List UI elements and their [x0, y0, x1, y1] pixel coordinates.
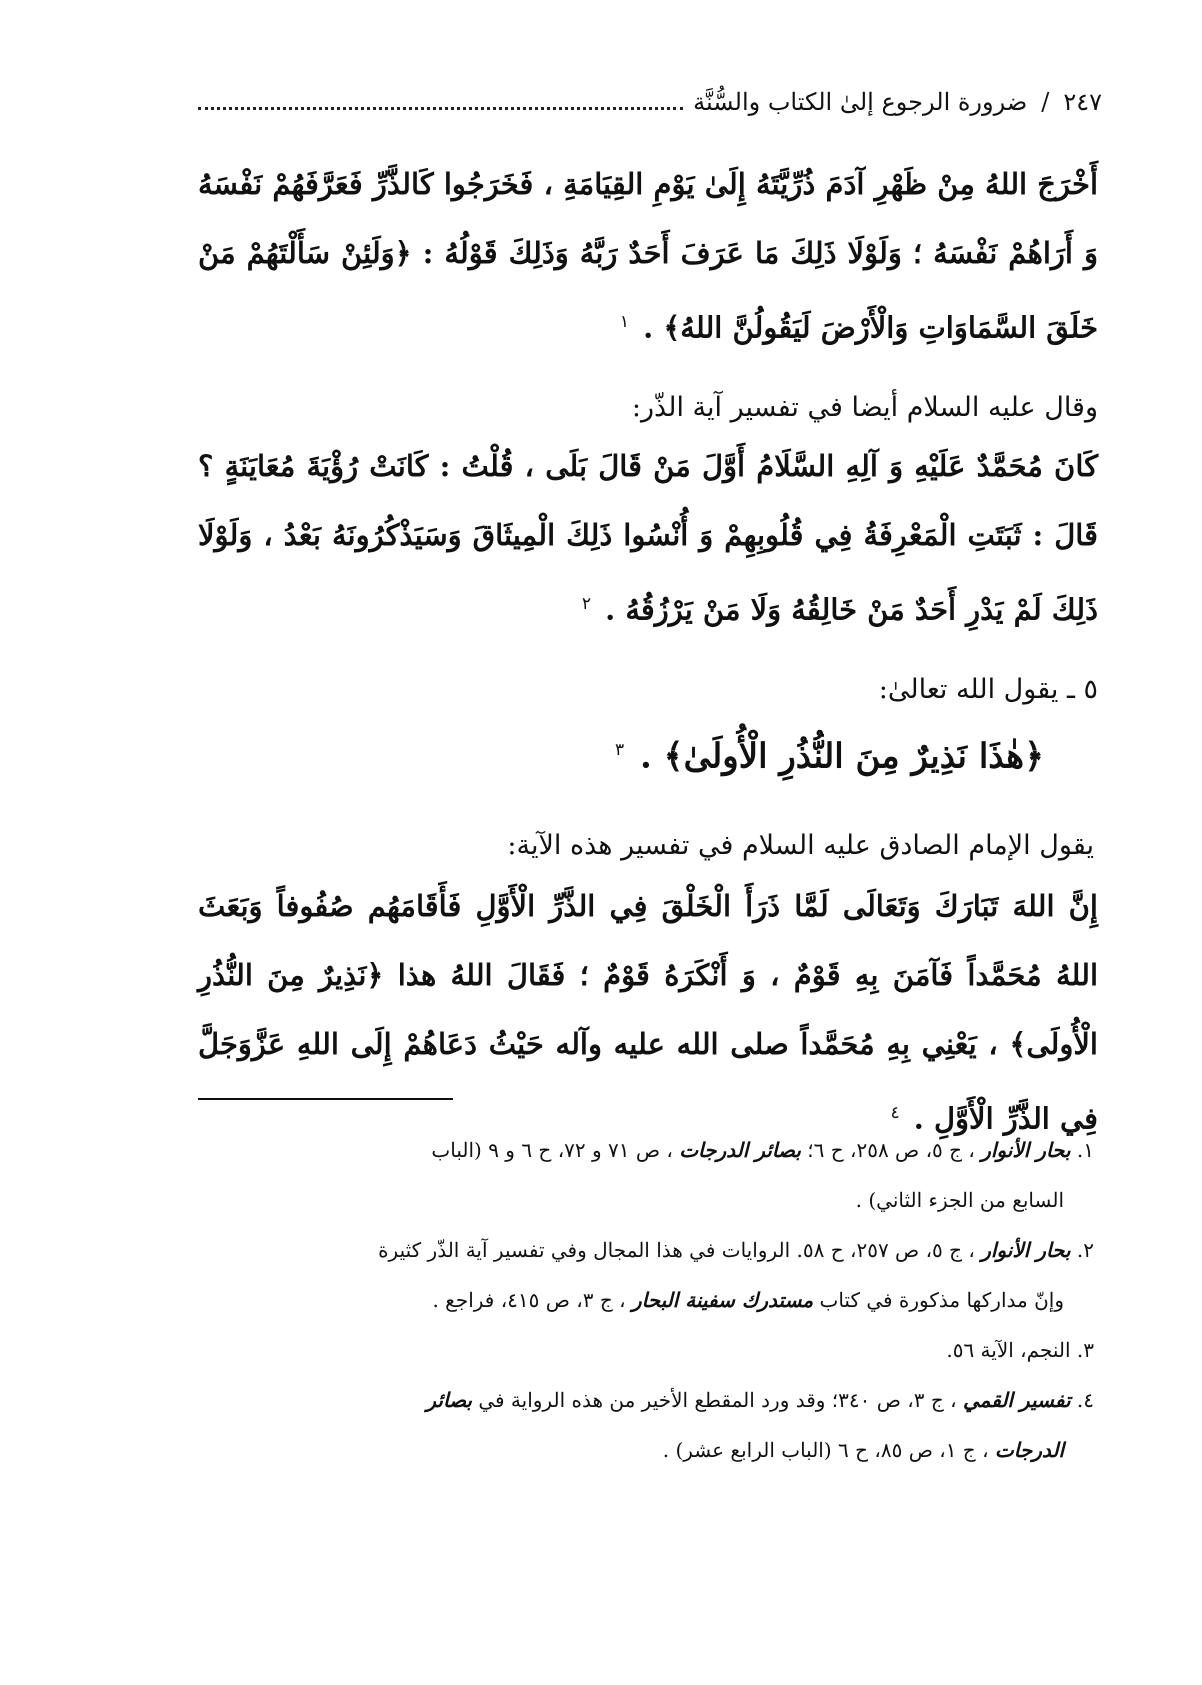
footnote-1-text-1: ، ج ٥، ص ٢٥٨، ح ٦؛ — [807, 1138, 975, 1162]
footnote-4-text-1: ، ج ٣، ص ٣٤٠؛ وقد ورد المقطع الأخير من هذه الرواية في — [478, 1388, 957, 1412]
footnotes — [198, 1125, 1094, 1475]
footnote-3-number: ٣. — [1076, 1338, 1094, 1362]
footnote-4-book-1: تفسير القمي — [962, 1388, 1071, 1412]
hadith-2 — [198, 432, 1098, 645]
footnote-2-cont-pre: وإنّ مداركها مذكورة في كتاب — [819, 1288, 1064, 1312]
header-dot-leader — [198, 107, 683, 110]
footnote-3 — [198, 1325, 1094, 1375]
footnote-2-continuation — [198, 1275, 1094, 1325]
footnote-1-book-2: بصائر الدرجات — [679, 1138, 801, 1162]
hadith-3 — [198, 872, 1098, 1154]
hadith-1 — [198, 150, 1098, 363]
hadith-3-text: إِنَّ اللهَ تَبَارَكَ وَتَعَالَى لَمَّا ذَرَأَ الْخَلْقَ فِي الذَّرِّ الْأَوَّلِ فَأَقَامَهُم صُفُوفاً وَبَعَثَ اللهُ مُحَمَّداً فَآمَنَ بِهِ قَوْمٌ ، وَ أَنْكَرَهُ قَوْمٌ ؛ فَقَالَ اللهُ هذا ﴿نَذِيرٌ مِنَ النُّذُرِ الْأُولَى﴾ ، يَعْنِي بِهِ مُحَمَّداً صلى الله عليه وآله حَيْثُ دَعَاهُمْ إِلَى اللهِ عَزَّوَجَلَّ فِي الذَّرِّ الْأَوَّلِ . — [198, 889, 1098, 1136]
intro-3: يقول الإمام الصادق عليه السلام في تفسير هذه الآية: — [507, 830, 1094, 861]
hadith-2-text: كَانَ مُحَمَّدٌ عَلَيْهِ وَ آلِهِ السَّلَامُ أَوَّلَ مَنْ قَالَ بَلَى ، قُلْتُ : كَانَتْ رُؤْيَةَ مُعَايَنَةٍ ؟ قَالَ : ثَبَتَتِ الْمَعْرِفَةُ فِي قُلُوبِهِمْ وَ أُنْسُوا ذَلِكَ الْمِيثَاقَ وَسَيَذْكُرُونَهُ بَعْدُ ، وَلَوْلَا ذَلِكَ لَمْ يَدْرِ أَحَدٌ مَنْ خَالِقُهُ وَلَا مَنْ يَرْزُقُهُ . — [198, 449, 1098, 627]
footnote-mark-1: ١ — [619, 312, 630, 332]
footnote-1-book-1: بحار الأنوار — [981, 1138, 1071, 1162]
footnote-mark-4: ٤ — [890, 1103, 900, 1123]
footnote-separator — [198, 1098, 453, 1100]
footnote-4 — [198, 1375, 1094, 1475]
book-page — [90, 0, 1202, 1552]
footnote-4-continuation — [198, 1425, 1094, 1475]
running-header — [198, 82, 1102, 122]
verse-5 — [198, 726, 1044, 780]
footnote-4-book-2: بصائر — [426, 1388, 472, 1412]
footnote-4-number: ٤. — [1076, 1388, 1094, 1412]
footnote-mark-3: ٣ — [615, 740, 625, 760]
footnote-2 — [198, 1225, 1094, 1325]
footnote-1-continuation: السابع من الجزء الثاني) . — [855, 1188, 1064, 1212]
footnote-1 — [198, 1125, 1094, 1225]
footnote-4-cont-book: الدرجات — [994, 1438, 1064, 1462]
footnote-2-cont-book: مستدرك سفينة البحار — [631, 1288, 814, 1312]
running-title: ضرورة الرجوع إلىٰ الكتاب والسُّنَّة — [693, 88, 1028, 116]
footnote-mark-2: ٢ — [581, 594, 592, 614]
footnote-3-text-1: النجم، الآية ٥٦. — [946, 1338, 1071, 1362]
page-number: ٢٤٧ — [1063, 88, 1102, 116]
footnote-2-text-1: ، ج ٥، ص ٢٥٧، ح ٥٨. الروايات في هذا المجال وفي تفسير آية الذّر كثيرة — [378, 1238, 975, 1262]
footnote-2-cont-post: ، ج ٣، ص ٤١٥، فراجع . — [432, 1288, 626, 1312]
section-5-heading: ٥ ـ يقول الله تعالىٰ: — [878, 674, 1098, 705]
verse-5-text: ﴿هٰذَا نَذِيرٌ مِنَ النُّذُرِ الْأُولَىٰ﴾ . — [640, 736, 1044, 777]
footnote-1-number: ١. — [1076, 1138, 1094, 1162]
footnote-2-book-1: بحار الأنوار — [981, 1238, 1071, 1262]
footnote-4-cont-post: ، ج ١، ص ٨٥، ح ٦ (الباب الرابع عشر) . — [662, 1438, 989, 1462]
footnote-2-number: ٢. — [1076, 1238, 1094, 1262]
footnote-1-text-2: ، ص ٧١ و ٧٢، ح ٦ و ٩ (الباب — [431, 1138, 673, 1162]
hadith-1-text: أَخْرَجَ اللهُ مِنْ ظَهْرِ آدَمَ ذُرِّيَّتَهُ إِلَىٰ يَوْمِ القِيَامَةِ ، فَخَرَجُوا كَالذَّرِّ فَعَرَّفَهُمْ نَفْسَهُ وَ أَرَاهُمْ نَفْسَهُ ؛ وَلَوْلَا ذَلِكَ مَا عَرَفَ أَحَدٌ رَبَّهُ وَذَلِكَ قَوْلُهُ : ﴿وَلَئِنْ سَأَلْتَهُمْ مَنْ خَلَقَ السَّمَاوَاتِ وَالْأَرْضَ لَيَقُولُنَّ اللهُ﴾ . — [198, 167, 1098, 345]
header-separator: / — [1041, 88, 1050, 116]
intro-2: وقال عليه السلام أيضا في تفسير آية الذّر: — [631, 392, 1098, 423]
